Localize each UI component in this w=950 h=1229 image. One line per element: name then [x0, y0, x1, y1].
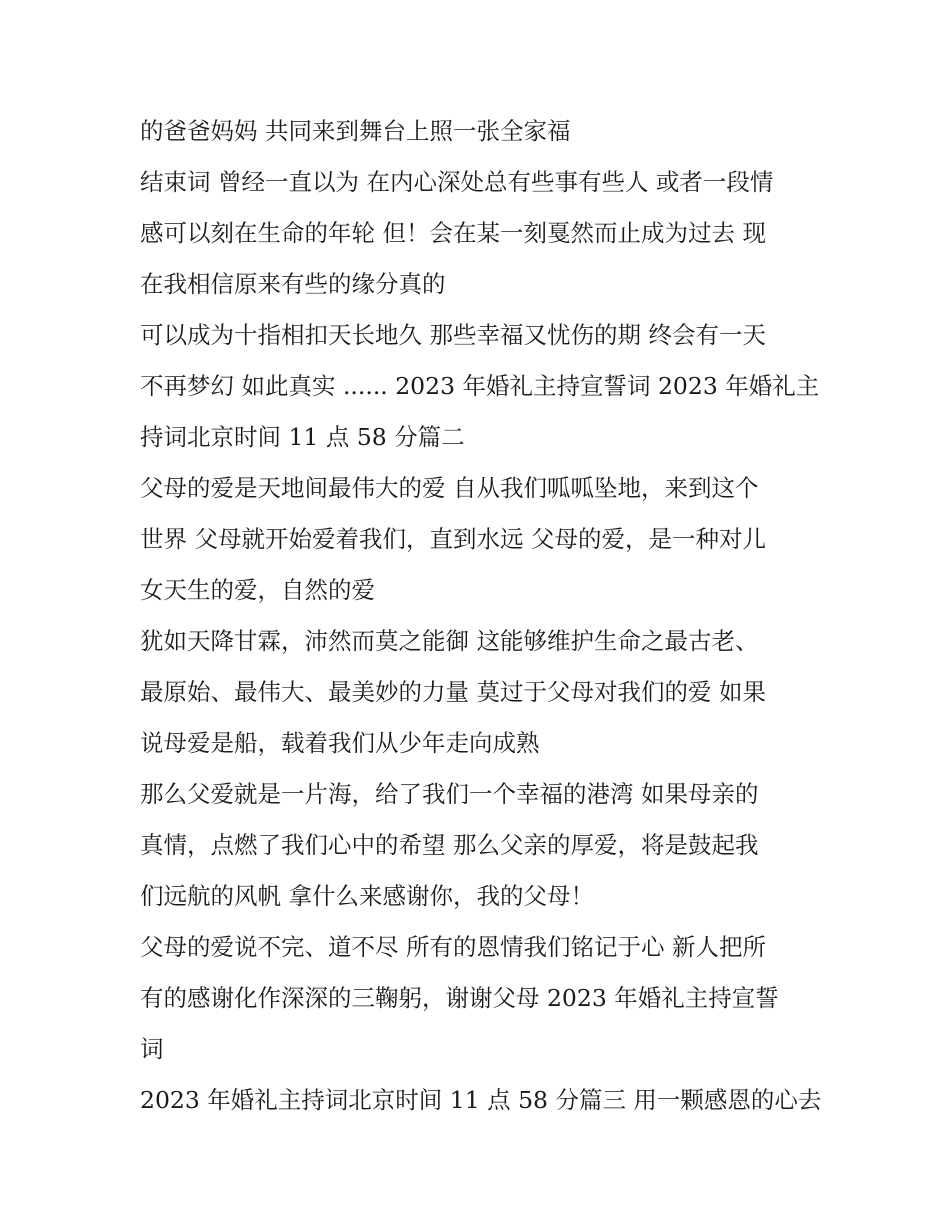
paragraph-4 [140, 463, 830, 616]
text-line: 的爸爸妈妈 共同来到舞台上照一张全家福 [140, 117, 571, 145]
text-line: 真情，点燃了我们心中的希望 那么父亲的厚爱，将是鼓起我 [140, 831, 759, 859]
paragraph-2 [140, 157, 830, 310]
text-line: 女天生的爱，自然的爱 [140, 576, 375, 604]
text-line: 父母的爱是天地间最伟大的爱 自从我们呱呱坠地，来到这个 [140, 474, 759, 502]
text-line: 犹如天降甘霖，沛然而莫之能御 这能够维护生命之最古老、 [140, 627, 759, 655]
text-line: 有的感谢化作深深的三鞠躬，谢谢父母 2023 年婚礼主持宣誓 [140, 984, 779, 1012]
text-line: 词 [140, 1035, 164, 1063]
text-line: 父母的爱说不完、道不尽 所有的恩情我们铭记于心 新人把所 [140, 933, 766, 961]
paragraph-1 [140, 106, 830, 157]
paragraph-5 [140, 616, 830, 769]
text-line: 们远航的风帆 拿什么来感谢你，我的父母！ [140, 882, 594, 910]
text-line: 在我相信原来有些的缘分真的 [140, 270, 446, 298]
text-line: 说母爱是船，载着我们从少年走向成熟 [140, 729, 540, 757]
paragraph-6 [140, 769, 830, 922]
text-line: 可以成为十指相扣天长地久 那些幸福又忧伤的期 终会有一天 [140, 321, 766, 349]
text-line: 世界 父母就开始爱着我们，直到水远 父母的爱，是一种对儿 [140, 525, 766, 553]
text-line: 持词北京时间 11 点 58 分篇二 [140, 423, 465, 451]
paragraph-7 [140, 922, 830, 1075]
text-line: 结束词 曾经一直以为 在内心深处总有些事有些人 或者一段情 [140, 168, 774, 196]
paragraph-3 [140, 310, 830, 463]
document-body [140, 106, 830, 1126]
text-line: 不再梦幻 如此真实 ...... 2023 年婚礼主持宣誓词 2023 年婚礼主 [140, 372, 820, 400]
text-line: 2023 年婚礼主持词北京时间 11 点 58 分篇三 用一颗感恩的心去 [140, 1086, 822, 1114]
paragraph-8 [140, 1075, 830, 1126]
text-line: 那么父爱就是一片海，给了我们一个幸福的港湾 如果母亲的 [140, 780, 759, 808]
text-line: 最原始、最伟大、最美妙的力量 莫过于父母对我们的爱 如果 [140, 678, 766, 706]
text-line: 感可以刻在生命的年轮 但！会在某一刻戛然而止成为过去 现 [140, 219, 766, 247]
